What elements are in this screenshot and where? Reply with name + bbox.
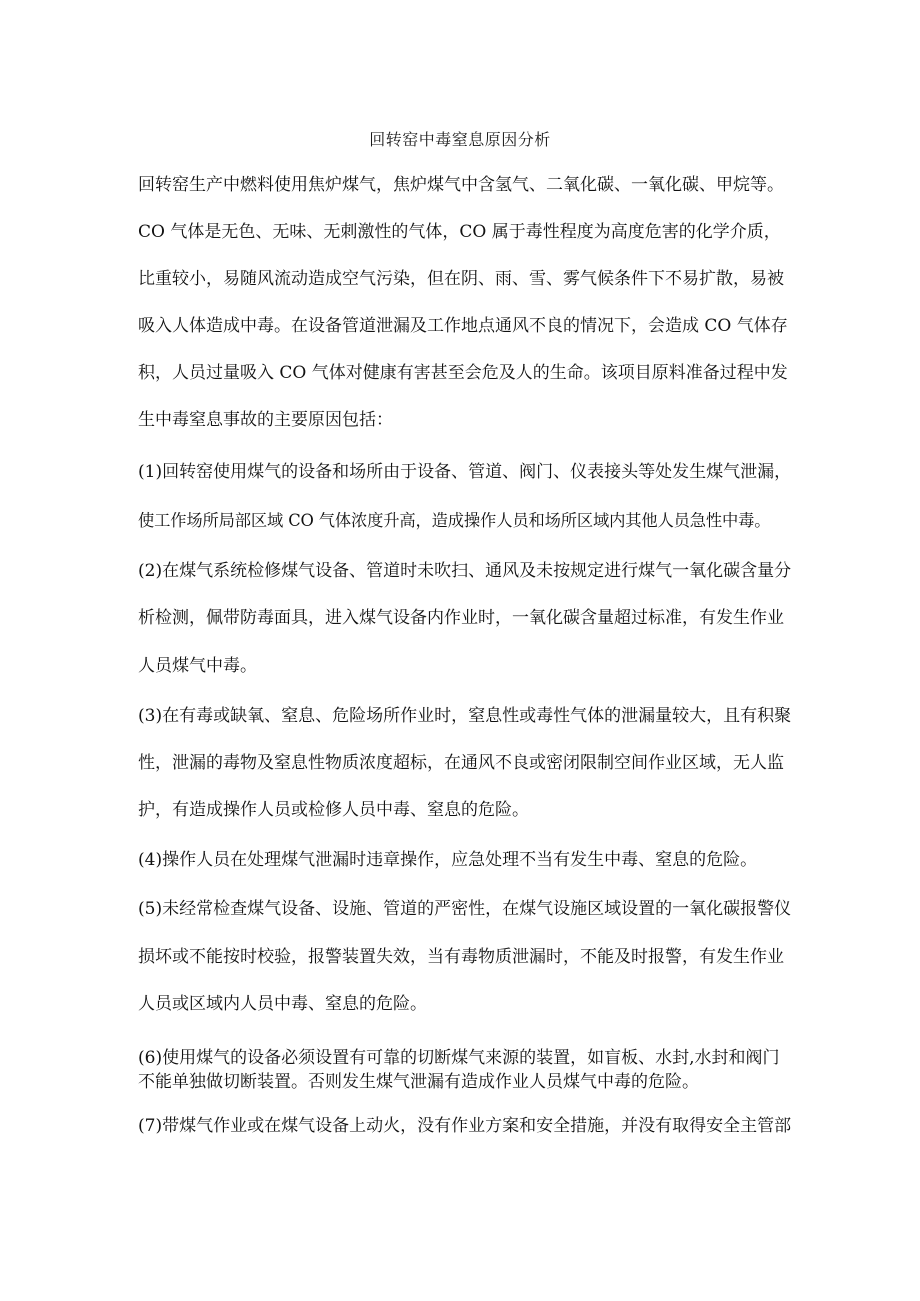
paragraph-line: CO 气体是无色、无味、无刺激性的气体，CO 属于毒性程度为高度危害的化学介质， bbox=[138, 222, 781, 242]
paragraph-line: 损坏或不能按时校验，报警装置失效，当有毒物质泄漏时，不能及时报警，有发生作业 bbox=[138, 947, 784, 967]
paragraph-line: 使工作场所局部区域 CO 气体浓度升高，造成操作人员和场所区域内其他人员急性中毒。 bbox=[138, 511, 771, 530]
paragraph-line: 护，有造成操作人员或检修人员中毒、窒息的危险。 bbox=[138, 800, 529, 820]
paragraph-line: 析检测，佩带防毒面具，进入煤气设备内作业时，一氧化碳含量超过标准，有发生作业 bbox=[138, 608, 784, 628]
paragraph-line: 吸入人体造成中毒。在设备管道泄漏及工作地点通风不良的情况下，会造成 CO 气体存 bbox=[138, 316, 788, 336]
paragraph-line: 积，人员过量吸入 CO 气体对健康有害甚至会危及人的生命。该项目原料准备过程中发 bbox=[138, 363, 788, 383]
paragraph-line: (6)使用煤气的设备必须设置有可靠的切断煤气来源的装置，如盲板、水封,水封和阀门 bbox=[138, 1048, 780, 1068]
paragraph-line: (3)在有毒或缺氧、窒息、危险场所作业时，窒息性或毒性气体的泄漏量较大，且有积聚 bbox=[138, 706, 792, 726]
paragraph-line: 生中毒窒息事故的主要原因包括： bbox=[138, 410, 393, 430]
paragraph-line: 不能单独做切断装置。否则发生煤气泄漏有造成作业人员煤气中毒的危险。 bbox=[138, 1072, 699, 1092]
paragraph-line: (1)回转窑使用煤气的设备和场所由于设备、管道、阀门、仪表接头等处发生煤气泄漏， bbox=[138, 462, 792, 482]
paragraph-line: (2)在煤气系统检修煤气设备、管道时未吹扫、通风及未按规定进行煤气一氧化碳含量分 bbox=[138, 561, 792, 581]
paragraph-line: (4)操作人员在处理煤气泄漏时违章操作，应急处理不当有发生中毒、窒息的危险。 bbox=[138, 850, 758, 870]
paragraph-line: 人员煤气中毒。 bbox=[138, 656, 257, 676]
paragraph-line: 比重较小，易随风流动造成空气污染，但在阴、雨、雪、雾气候条件下不易扩散，易被 bbox=[138, 269, 784, 289]
paragraph-line: (5)未经常检查煤气设备、设施、管道的严密性，在煤气设施区域设置的一氧化碳报警仪 bbox=[138, 899, 792, 919]
document-title: 回转窑中毒窒息原因分析 bbox=[369, 130, 551, 149]
paragraph-line: 人员或区域内人员中毒、窒息的危险。 bbox=[138, 994, 427, 1014]
paragraph-line: 性，泄漏的毒物及窒息性物质浓度超标，在通风不良或密闭限制空间作业区域，无人监 bbox=[138, 753, 784, 773]
paragraph-line: 回转窑生产中燃料使用焦炉煤气，焦炉煤气中含氢气、二氧化碳、一氧化碳、甲烷等。 bbox=[138, 175, 784, 195]
paragraph-line: (7)带煤气作业或在煤气设备上动火，没有作业方案和安全措施，并没有取得安全主管部 bbox=[138, 1116, 792, 1136]
